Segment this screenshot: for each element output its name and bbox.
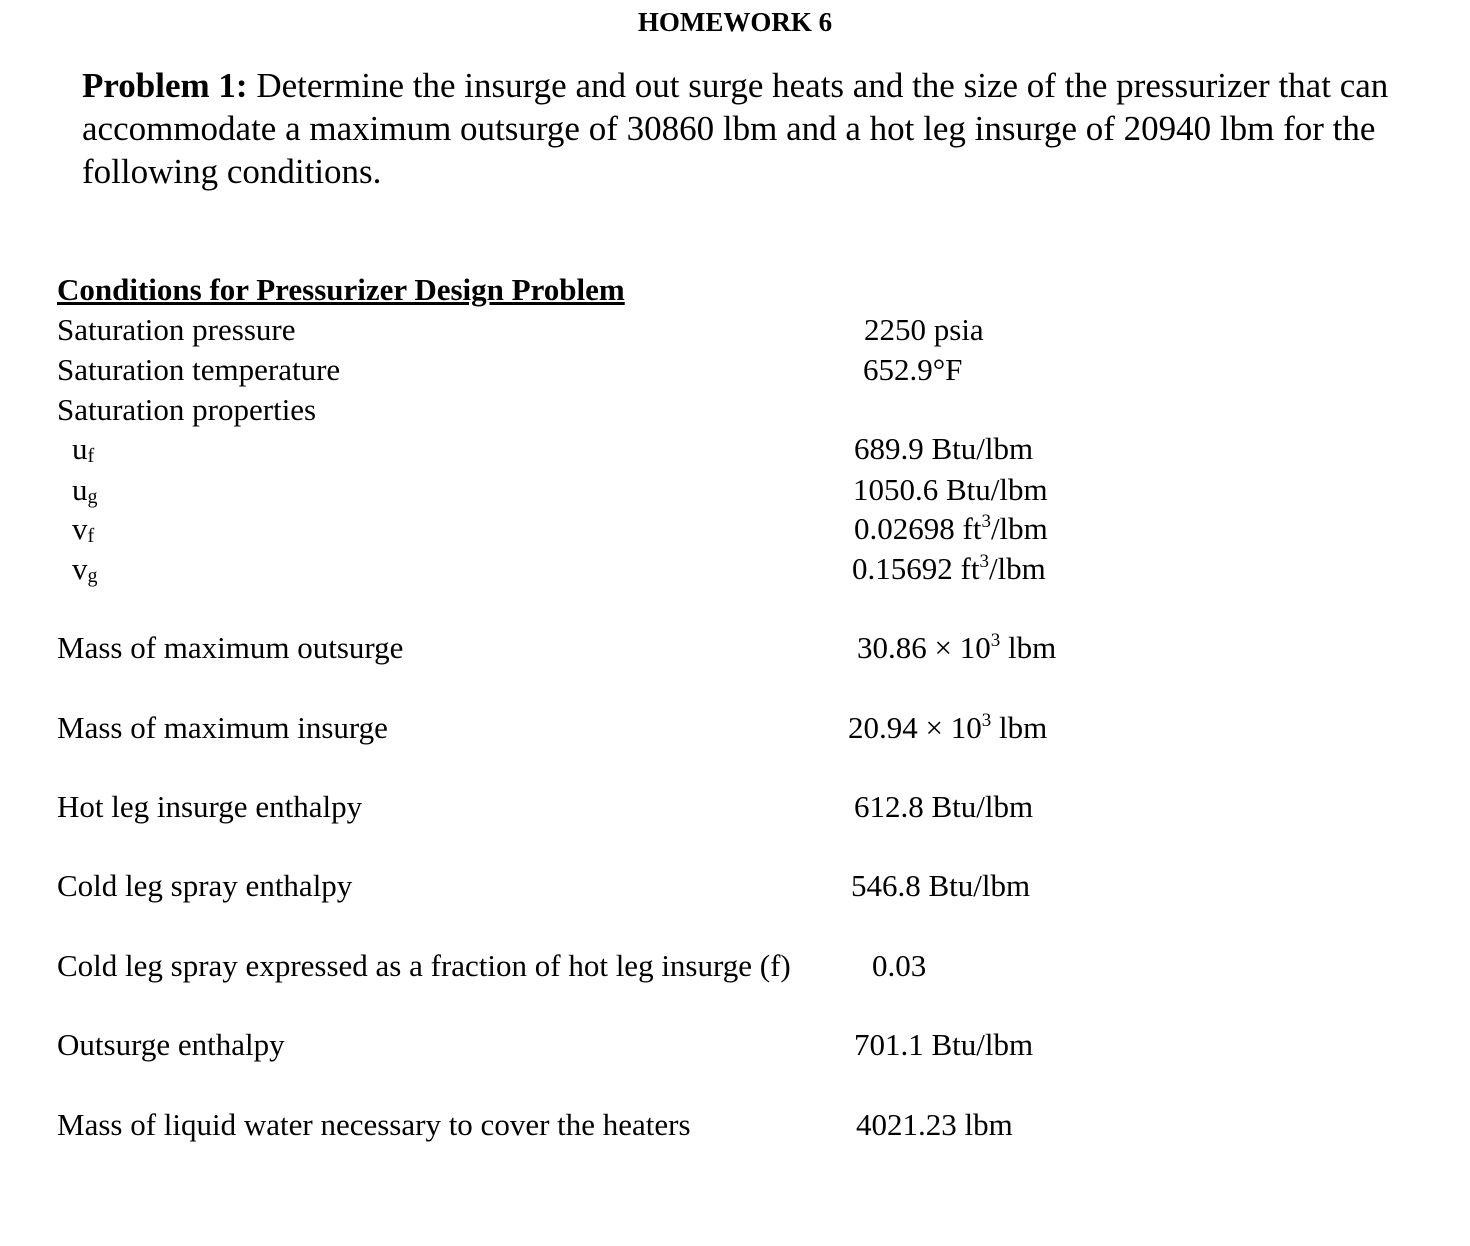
vg-value: 0.15692 $ft^3$/lbm	[852, 551, 1046, 586]
row-cold-leg-enthalpy	[0, 868, 1470, 908]
vf-value: 0.02698 $ft^3$/lbm	[854, 511, 1048, 546]
outsurge-enthalpy-value: 701.1 Btu/lbm	[854, 1027, 1034, 1062]
saturation-temperature-label: Saturation temperature	[57, 352, 341, 387]
ug-value: 1050.6 Btu/lbm	[853, 472, 1048, 507]
row-saturation-properties	[0, 392, 1470, 432]
row-max-outsurge	[0, 630, 1470, 670]
hot-leg-enthalpy-value: 612.8 Btu/lbm	[854, 789, 1034, 824]
problem-label: Problem 1:	[82, 66, 248, 105]
problem-statement	[82, 64, 1402, 193]
vf-symbol: $v_f$	[72, 511, 95, 547]
saturation-properties-label: Saturation properties	[57, 392, 317, 427]
max-insurge-value: $20.94 \times 10^3$ lbm	[848, 710, 1048, 745]
max-outsurge-label: Mass of maximum outsurge	[57, 630, 404, 665]
saturation-pressure-value: 2250 psia	[864, 312, 984, 347]
row-max-insurge	[0, 710, 1470, 750]
row-vg	[0, 551, 1470, 591]
row-spray-fraction	[0, 948, 1470, 988]
uf-symbol: $u_f$	[72, 431, 95, 467]
row-heater-water	[0, 1107, 1470, 1147]
saturation-temperature-value: 652.9°F	[863, 352, 963, 387]
conditions-heading: Conditions for Pressurizer Design Problem	[57, 272, 625, 307]
row-vf	[0, 511, 1470, 551]
cold-leg-enthalpy-value: 546.8 Btu/lbm	[851, 868, 1031, 903]
vg-symbol: $v_g$	[72, 551, 98, 587]
row-outsurge-enthalpy	[0, 1027, 1470, 1067]
spray-fraction-value: 0.03	[872, 948, 927, 983]
row-saturation-pressure	[0, 312, 1470, 352]
row-uf	[0, 431, 1470, 471]
heater-water-value: 4021.23 lbm	[856, 1107, 1013, 1142]
heater-water-label: Mass of liquid water necessary to cover the heaters	[57, 1107, 691, 1142]
row-saturation-temperature	[0, 352, 1470, 392]
page-title: HOMEWORK 6	[637, 7, 833, 37]
row-hot-leg-enthalpy	[0, 789, 1470, 829]
cold-leg-enthalpy-label: Cold leg spray enthalpy	[57, 868, 353, 903]
problem-text: Determine the insurge and out surge heats and the size of the pressurizer that can accommodate a maximum outsurge of 30860 lbm and a hot leg insurge of 20940 lbm for the following conditions.	[82, 66, 1389, 191]
outsurge-enthalpy-label: Outsurge enthalpy	[57, 1027, 285, 1062]
uf-value: 689.9 Btu/lbm	[854, 431, 1034, 466]
max-outsurge-value: $30.86 \times 10^3$ lbm	[857, 630, 1057, 665]
hot-leg-enthalpy-label: Hot leg insurge enthalpy	[57, 789, 363, 824]
max-insurge-label: Mass of maximum insurge	[57, 710, 388, 745]
spray-fraction-label: Cold leg spray expressed as a fraction of hot leg insurge (f)	[57, 948, 791, 983]
ug-symbol: $u_g$	[72, 472, 98, 508]
row-ug	[0, 472, 1470, 512]
saturation-pressure-label: Saturation pressure	[57, 312, 296, 347]
